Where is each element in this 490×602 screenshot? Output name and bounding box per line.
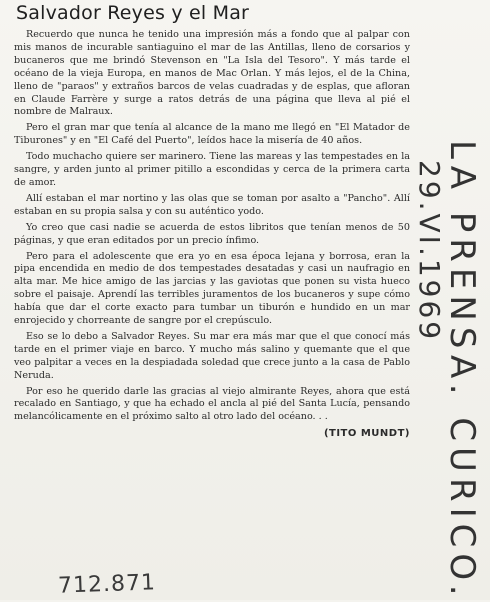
article-paragraph: Yo creo que casi nadie se acuerda de estos libritos que tenían menos de 50 páginas, y que eran editados por un precio ínfimo.	[14, 221, 410, 246]
handwritten-source-line: LA PRENSA. CURICO.	[442, 140, 482, 602]
article-paragraph: Todo muchacho quiere ser marinero. Tiene las mareas y las tempestades en la sangre, y arden junto al primer pitillo a escondidas y cerca de la primera carta de amor.	[14, 151, 410, 188]
article-paragraph: Recuerdo que nunca he tenido una impresión más a fondo que al palpar con mis manos de incurable santiaguino el mar de las Antillas, lleno de corsarios y bucaneros que me brindó Stevenson en "La Isla del Tesoro". Y más tarde el océano de la vieja Europa, en manos de Mac Orlan. Y más lejos, el de la China, lleno de "paraos" y extraños barcos de velas cuadradas y de esplas, que afloran en Claude Farrère y surge a ratos detrás de una página que lleva al pié el nombre de Malraux.	[14, 29, 410, 118]
article-title: Salvador Reyes y el Mar	[16, 2, 250, 24]
article-paragraph: Pero el gran mar que tenía al alcance de la mano me llegó en "El Matador de Tiburones" y en "El Café del Puerto", leídos hace la misería de 40 años.	[14, 122, 410, 147]
handwritten-source-note	[408, 130, 488, 602]
article-paragraph: Por eso he querido darle las gracias al viejo almirante Reyes, ahora que está recalado en Santiago, y que ha echado el ancla al pié del Santa Lucía, pensando melancólicamente en el próximo salto al otro lado del océano. . .	[14, 385, 410, 423]
article-paragraph: Allí estaban el mar nortino y las olas que se toman por asalto a "Pancho". Allí estaban en su propia salsa y con su auténtico yodo.	[14, 192, 410, 217]
article-paragraph: Eso se lo debo a Salvador Reyes. Su mar era más mar que el que conocí más tarde en el primer viaje en barco. Y mucho más salino y quemante que el que veo palpitar a veces en la despiadada soledad que crece junto a la casa de Pablo Neruda.	[14, 330, 410, 381]
handwritten-date-line: 29.VI.1969	[413, 160, 446, 343]
author-signature: (TITO MUNDT)	[323, 428, 410, 440]
article-paragraph: Pero para el adolescente que era yo en esa época lejana y borrosa, eran la pipa encendida en medio de dos tempestades desatadas y casi un naufragio en alta mar. Me hice amigo de las jarcias y las gaviotas que ponen su vista hueco sobre el paisaje. Aprendí las terribles juramentos de los bucaneros y supe cómo había que dar el corte exacto para tumbar un tiburón e hundido en un mar enrojecido y chorreante de sangre por el crepúsculo.	[14, 250, 410, 327]
article-body	[14, 29, 410, 441]
catalog-reference-number: 712.871	[57, 570, 157, 599]
